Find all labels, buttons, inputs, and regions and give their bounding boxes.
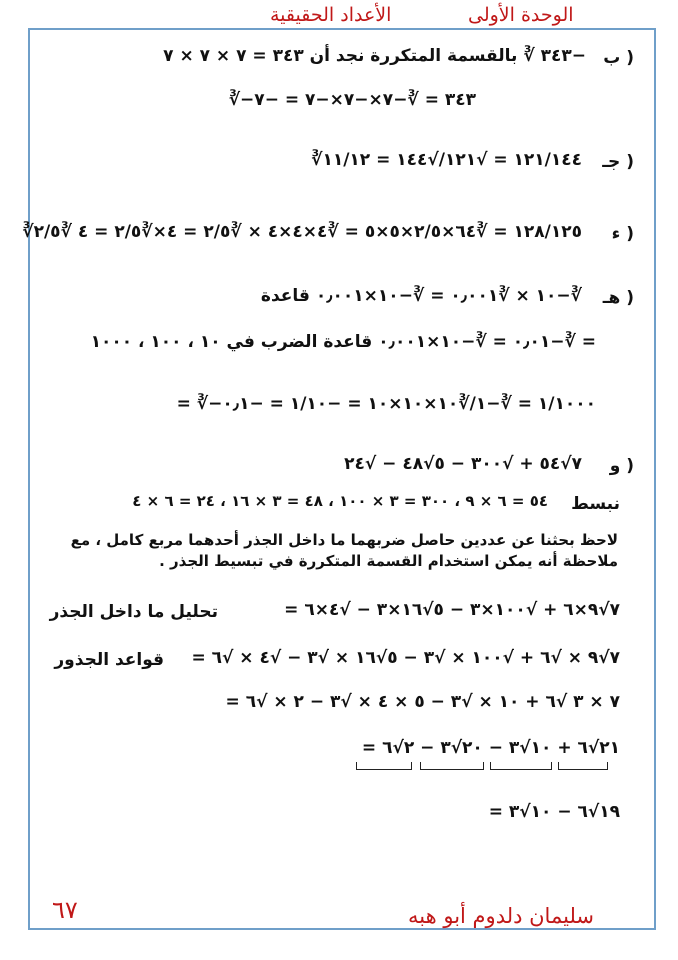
final-result: = ١٩√٦ − ١٠√٣ xyxy=(488,802,620,822)
part-h-label: هـ ) xyxy=(602,288,634,308)
note-paragraph: لاحظ بحثنا عن عددين حاصل ضربهما ما داخل الجذر أحدهما مربع كامل ، مع ملاحظة أنه يمكن استخدام القسمة المتكررة في تبسيط الجذر . xyxy=(70,531,618,570)
part-h-line3: = ∛−١/١٠٠٠ = ∛−١/∛١٠×١٠×١٠ = −١/١٠ = −٠٫١ xyxy=(176,394,596,414)
group-brace xyxy=(490,762,552,770)
simplify-line: ٥٤ = ٦ × ٩ ، ٣٠٠ = ٣ × ١٠٠ ، ٤٨ = ٣ × ١٦ ، ٢٤ = ٦ × ٤ xyxy=(132,492,548,510)
part-j-line: ∛١٢١/١٤٤ = √١٢١/√١٤٤ = ١١/١٢ xyxy=(311,150,582,170)
part-h-line1: ∛−١٠ × ∛٠٫٠٠١ = ∛−١٠×٠٫٠٠١ قاعدة xyxy=(260,286,582,306)
part-h-line2: = ∛−٠٫٠١ = ∛−١٠×٠٫٠٠١ قاعدة الضرب في ١٠ ، ١٠٠ ، ١٠٠٠ xyxy=(90,332,596,352)
group-brace xyxy=(356,762,412,770)
step2-line: = ٧√٩ × √٦ + √١٠٠ × √٣ − ٥√١٦ × √٣ − √٤ × √٦ xyxy=(191,648,620,668)
part-b-line2: ∛−٣٤٣ = ∛−٧×−٧×−٧ = −٧ xyxy=(228,90,476,110)
part-b-label: ب ) xyxy=(603,48,634,68)
part-b-line1: −٣٤٣ ∛ بالقسمة المتكررة نجد أن ٣٤٣ = ٧ × ٧ × ٧ xyxy=(163,46,586,66)
step2-label: قواعد الجذور xyxy=(54,650,164,670)
part-w-label: و ) xyxy=(609,456,634,476)
part-d-line: ∛١٢٨/١٢٥ = ∛٦٤×٢/٥×٥×٥ = ∛٤×٤×٤ × ∛٢/٥ = ٤×∛٢/٥ = ٤ ∛٢/٥ xyxy=(22,222,582,242)
group-brace xyxy=(420,762,484,770)
page-number: ٦٧ xyxy=(52,896,78,924)
group-brace xyxy=(558,762,608,770)
author-name: سليمان دلدوم أبو هبه xyxy=(408,904,594,928)
part-d-label: ء ) xyxy=(611,224,634,244)
unit-title: الوحدة الأولى xyxy=(468,4,574,26)
simplify-label: نبسط xyxy=(571,494,620,514)
part-w-line1: ٧√٥٤ + √٣٠٠ − ٥√٤٨ − √٢٤ xyxy=(344,454,582,474)
step1-label: تحليل ما داخل الجذر xyxy=(49,602,218,622)
part-j-label: جـ ) xyxy=(602,152,634,172)
chapter-title: الأعداد الحقيقية xyxy=(270,4,392,26)
step1-line: = ٧√٩×٦ + √١٠٠×٣ − ٥√١٦×٣ − √٤×٦ xyxy=(284,600,620,620)
step4-line: = ٢١√٦ + ١٠√٣ − ٢٠√٣ − ٢√٦ xyxy=(361,738,620,758)
step3-line: = ٧ × ٣ √٦ + ١٠ × √٣ − ٥ × ٤ × √٣ − ٢ × √٦ xyxy=(225,692,620,712)
